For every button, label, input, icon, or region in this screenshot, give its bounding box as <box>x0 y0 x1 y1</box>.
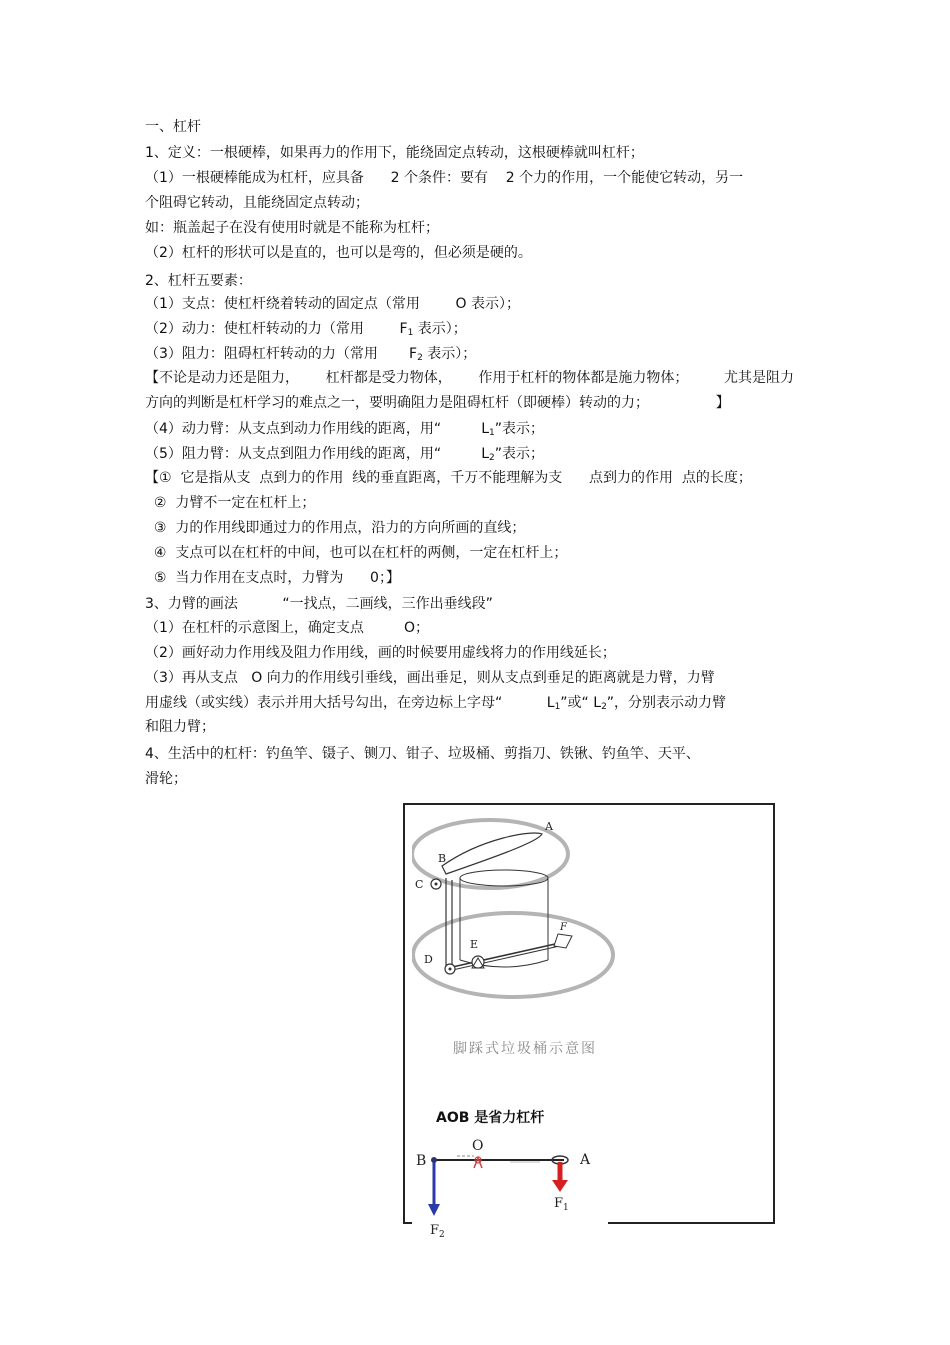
condition-1-cont: 个阻碍它转动，且能绕固定点转动； <box>145 195 369 211</box>
label-a: A <box>580 1152 591 1168</box>
note-arm-3: ③ 力的作用线即通过力的作用点，沿力的方向所画的直线； <box>145 520 526 536</box>
heading-five-elements: 2、杠杆五要素： <box>145 273 252 289</box>
label-f1: $F_1$ <box>554 1196 569 1213</box>
label-f2: $F_2$ <box>430 1223 445 1240</box>
definition: 1、定义：一根硬棒，如果再力的作用下，能绕固定点转动，这根硬棒就叫杠杆； <box>145 145 644 161</box>
element-effort: （2）动力：使杠杆转动的力（常用 $F_1$ 表示）； <box>145 321 467 338</box>
trash-can-caption: 脚踩式垃圾桶示意图 <box>453 1041 597 1057</box>
note-force-1: 【不论是动力还是阻力， 杠杆都是受力物体， 作用于杠杆的物体都是施力物体； 尤其是阻力 <box>145 370 795 386</box>
lever-title: AOB 是省力杠杆 <box>436 1110 545 1126</box>
element-effort-arm: （4）动力臂：从支点到动力作用线的距离，用“ $L_1$”表示； <box>145 421 545 438</box>
heading-arm-drawing: 3、力臂的画法 “一找点，二画线，三作出垂线段” <box>145 596 493 612</box>
note-arm-5: ⑤ 当力作用在支点时，力臂为 0；】 <box>145 570 400 586</box>
label-e: E <box>470 938 479 951</box>
drawing-step-3-end: 和阻力臂； <box>145 719 215 735</box>
label-a: A <box>545 820 553 833</box>
element-resistance-arm: （5）阻力臂：从支点到阻力作用线的距离，用“ $L_2$”表示； <box>145 446 545 463</box>
label-b: B <box>416 1153 427 1169</box>
example-bottle-opener: 如：瓶盖起子在没有使用时就是不能称为杠杆； <box>145 220 439 236</box>
drawing-step-1: （1）在杠杆的示意图上，确定支点 O； <box>145 620 429 636</box>
label-o: O <box>472 1138 484 1154</box>
element-resistance: （3）阻力：阻碍杠杆转动的力（常用 $F_2$ 表示）； <box>145 346 477 363</box>
condition-2: （2）杠杆的形状可以是直的，也可以是弯的，但必须是硬的。 <box>145 245 532 261</box>
note-force-2: 方向的判断是杠杆学习的难点之一，要明确阻力是阻碍杠杆（即硬棒）转动的力； 】 <box>145 395 730 411</box>
trash-can-diagram <box>412 818 702 1070</box>
note-arm-2: ② 力臂不一定在杠杆上； <box>145 495 316 511</box>
condition-1: （1）一根硬棒能成为杠杆，应具备 2 个条件：要有 2 个力的作用，一个能使它转动，另一 <box>145 170 744 186</box>
drawing-step-3: （3）再从支点 O 向力的作用线引垂线，画出垂足，则从支点到垂足的距离就是力臂，力臂 <box>145 670 715 686</box>
drawing-step-3-cont: 用虚线（或实线）表示并用大括号勾出，在旁边标上字母“ $L_1$”或“ $L_2$”，分别表示动力臂 <box>145 695 727 712</box>
heading-daily-levers: 4、生活中的杠杆：钓鱼竿、镊子、铡刀、钳子、垃圾桶、剪指刀、铁锹、钓鱼竿、天平、 <box>145 746 700 762</box>
label-d: D <box>424 953 433 966</box>
label-c: C <box>415 878 424 891</box>
element-fulcrum: （1）支点：使杠杆绕着转动的固定点（常用 O 表示）； <box>145 296 520 312</box>
heading-lever: 一、杠杆 <box>145 119 201 135</box>
note-arm-4: ④ 支点可以在杠杆的中间，也可以在杠杆的两侧，一定在杠杆上； <box>145 545 568 561</box>
note-arm-1: 【① 它是指从支 点到力的作用 线的垂直距离，千万不能理解为支 点到力的作用 点的长度； <box>145 470 752 486</box>
daily-levers-cont: 滑轮； <box>145 771 187 787</box>
label-f: F <box>560 922 567 933</box>
lever-aob-diagram <box>412 1094 608 1246</box>
label-b: B <box>438 852 447 865</box>
drawing-step-2: （2）画好动力作用线及阻力作用线，画的时候要用虚线将力的作用线延长； <box>145 645 616 661</box>
